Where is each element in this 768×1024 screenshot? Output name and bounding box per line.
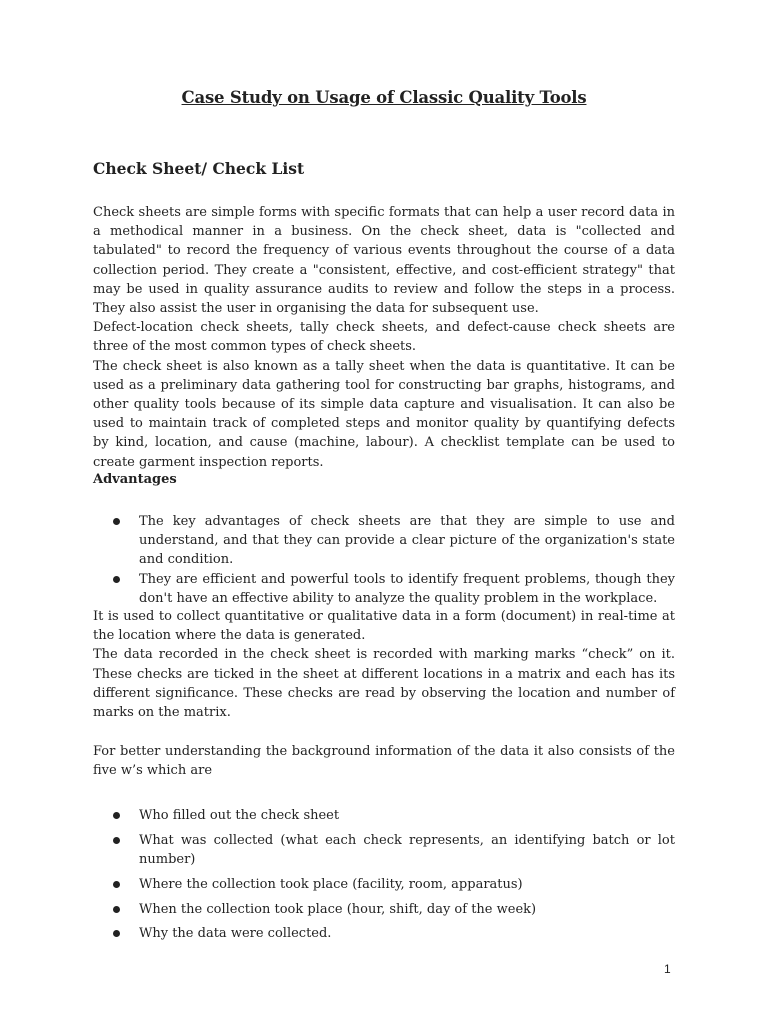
advantages-heading: Advantages: [93, 472, 177, 487]
intro-paragraph: The check sheet is also known as a tally sheet when the data is quantitative. It can be used as a preliminary data gathering tool for constructing bar graphs, histograms, and other quality tools because of its simple data capture and visualisation. It can also be used to maintain track of completed steps and monitor quality by quantifying defects by kind, location, and cause (machine, labour). A checklist template can be used to create garment inspection reports.: [93, 358, 675, 470]
page-number: 1: [664, 962, 671, 976]
bullet-icon: [113, 837, 120, 844]
five-ws-list: [93, 806, 675, 949]
advantages-list: [93, 512, 675, 608]
bullet-icon: [113, 881, 120, 888]
list-item: When the collection took place (hour, shift, day of the week): [93, 900, 675, 919]
list-item: Who filled out the check sheet: [93, 806, 675, 825]
bullet-icon: [113, 930, 120, 937]
list-item: They are efficient and powerful tools to identify frequent problems, though they don't have an effective ability to analyze the quality problem in the workplace.: [93, 570, 675, 608]
section-heading: Check Sheet/ Check List: [93, 159, 305, 178]
list-item: The key advantages of check sheets are that they are simple to use and understand, and that they can provide a clear picture of the organization's state and condition.: [93, 512, 675, 570]
list-item: Where the collection took place (facility, room, apparatus): [93, 875, 675, 894]
intro-paragraph: Check sheets are simple forms with specific formats that can help a user record data in a methodical manner in a business. On the check sheet, data is "collected and tabulated" to record the frequency of various events throughout the course of a data collection period. They create a "consistent, effective, and cost-efficient strategy" that may be used in quality assurance audits to review and follow the steps in a process. They also assist the user in organising the data for subsequent use.: [93, 205, 675, 317]
usage-paragraph: The data recorded in the check sheet is recorded with marking marks “check” on it. These checks are ticked in the sheet at different locations in a matrix and each has its different significance. These checks are read by observing the location and number of marks on the matrix.: [93, 647, 675, 721]
document-title: Case Study on Usage of Classic Quality Tools: [181, 88, 587, 107]
intro-text: [93, 203, 675, 472]
bullet-icon: [113, 518, 120, 525]
usage-paragraph: It is used to collect quantitative or qualitative data in a form (document) in real-time at the location where the data is generated.: [93, 609, 675, 644]
bullet-icon: [113, 812, 120, 819]
intro-paragraph: Defect-location check sheets, tally check sheets, and defect-cause check sheets are three of the most common types of check sheets.: [93, 320, 675, 355]
usage-text: [93, 607, 675, 722]
bullet-icon: [113, 576, 120, 583]
five-ws-intro: For better understanding the background information of the data it also consists of the five w’s which are: [93, 744, 675, 779]
bullet-icon: [113, 906, 120, 913]
list-item: Why the data were collected.: [93, 924, 675, 943]
list-item: What was collected (what each check represents, an identifying batch or lot number): [93, 831, 675, 869]
